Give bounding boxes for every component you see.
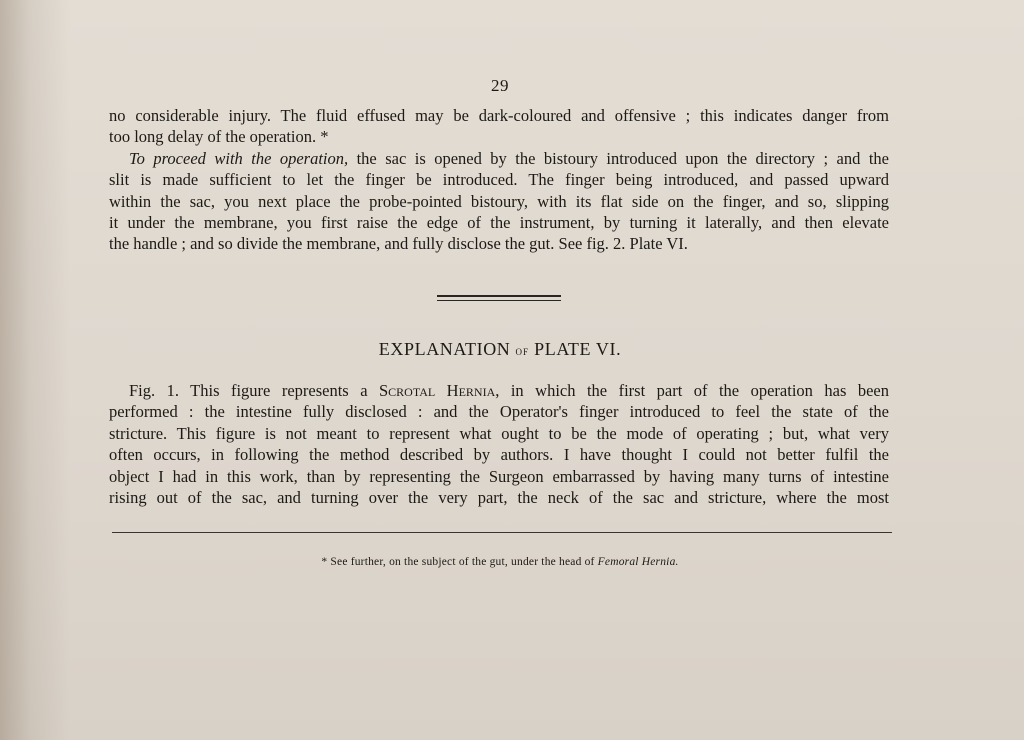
text-line: rising out of the sac, and turning over the very part, the neck of the sac and stricture, where the most (109, 488, 889, 508)
text-span: the sac is opened by the bistoury introduced upon the directory ; and the (348, 148, 889, 168)
italic-phrase: To proceed with the operation, (129, 148, 349, 168)
section-divider (437, 295, 561, 301)
text-line: performed : the intestine fully disclosed : and the Operator's finger introduced to feel the state of the (109, 402, 889, 422)
heading-part: EXPLANATION (378, 339, 511, 359)
text-line: too long delay of the operation. * (109, 127, 329, 147)
heading-part: PLATE VI. (534, 339, 622, 359)
text-line (109, 380, 889, 401)
text-line: object I had in this work, than by representing the Surgeon embarrassed by having many turns of intestine (109, 466, 889, 486)
heading-part: of (515, 343, 530, 358)
text-line: stricture. This figure is not meant to represent what ought to be the mode of operating ; but, what very (109, 423, 889, 443)
text-span: in which the first part of the operation has been (499, 381, 889, 400)
text-line: often occurs, in following the method described by authors. I have thought I could not better fulfil the (109, 445, 889, 465)
footnote (0, 556, 1000, 568)
footnote-text: * See further, on the subject of the gut, under the head of (321, 556, 598, 568)
section-heading (0, 339, 1000, 360)
page-number: 29 (491, 76, 509, 95)
text-line: within the sac, you next place the probe-pointed bistoury, with its flat side on the finger, and so, slipping (109, 191, 889, 211)
footnote-italic: Femoral Hernia. (597, 556, 679, 568)
paragraph-operation (109, 105, 889, 255)
text-line: the handle ; and so divide the membrane, and fully disclose the gut. See fig. 2. Plate VI. (109, 234, 688, 254)
text-line (109, 148, 889, 169)
paragraph-plate-explanation (109, 380, 889, 508)
text-line: no considerable injury. The fluid effused may be dark-coloured and offensive ; this indicates danger from (109, 106, 889, 125)
small-caps-phrase: Scrotal Hernia, (378, 381, 500, 400)
text-span: Fig. 1. This figure represents a (129, 381, 379, 400)
text-line: it under the membrane, you first raise the edge of the instrument, by turning it laterally, and then elevate (109, 213, 889, 233)
text-line: slit is made sufficient to let the finger be introduced. The finger being introduced, and passed upward (109, 170, 889, 190)
footnote-rule (112, 532, 892, 533)
